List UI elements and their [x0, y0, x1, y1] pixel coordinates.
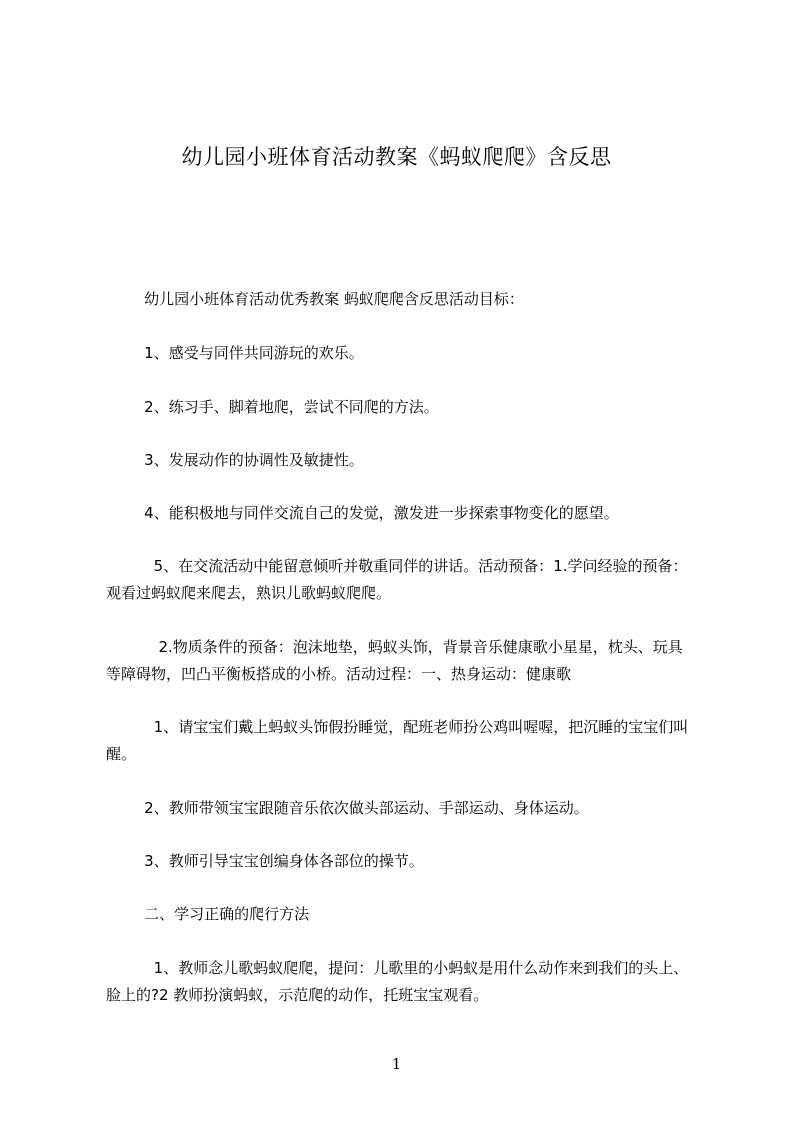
paragraph-line: 脸上的?2 教师扮演蚂蚁，示范爬的动作，托班宝宝观看。: [106, 986, 489, 1004]
paragraph-line: 2、练习手、脚着地爬，尝试不同爬的方法。: [106, 398, 439, 416]
paragraph-learn-1: [106, 955, 714, 982]
paragraph-materials: [106, 634, 714, 661]
paragraph-learn-1-cont: [106, 982, 714, 1009]
paragraph-line: 3、教师引导宝宝创编身体各部位的操节。: [106, 852, 424, 870]
paragraph-line: 1、请宝宝们戴上蚂蚁头饰假扮睡觉，配班老师扮公鸡叫喔喔，把沉睡的宝宝们叫: [106, 718, 689, 736]
paragraph-step-1-cont: [106, 741, 714, 768]
paragraph-intro: [106, 286, 714, 313]
paragraph-line: 2、教师带领宝宝跟随音乐依次做头部运动、手部运动、身体运动。: [106, 799, 589, 817]
page-number: 1: [391, 1055, 402, 1073]
paragraph-step-3: [106, 848, 714, 875]
paragraph-line: 1、教师念儿歌蚂蚁爬爬，提问：儿歌里的小蚂蚁是用什么动作来到我们的头上、: [106, 959, 689, 977]
paragraph-line: 3、发展动作的协调性及敏捷性。: [106, 451, 364, 469]
paragraph-line: 5、在交流活动中能留意倾听并敬重同伴的讲话。活动预备：1.学问经验的预备：: [106, 557, 688, 575]
paragraph-line: 二、学习正确的爬行方法: [106, 905, 310, 923]
paragraph-goal-5-cont: [106, 580, 714, 607]
paragraph-goal-1: [106, 340, 714, 367]
paragraph-line: 2.物质条件的预备：泡沫地垫，蚂蚁头饰，背景音乐健康歌小星星，枕头、玩具: [106, 638, 683, 656]
paragraph-line: 1、感受与同伴共同游玩的欢乐。: [106, 344, 364, 362]
paragraph-materials-cont: [106, 661, 714, 688]
paragraph-step-2: [106, 795, 714, 822]
paragraph-line: 4、能积极地与同伴交流自己的发觉，激发进一步探索事物变化的愿望。: [106, 504, 619, 522]
paragraph-line: 等障碍物，凹凸平衡板搭成的小桥。活动过程：一、热身运动：健康歌: [106, 665, 572, 683]
section-heading-2: [106, 901, 714, 928]
paragraph-goal-3: [106, 447, 714, 474]
paragraph-goal-4: [106, 500, 714, 527]
paragraph-step-1: [106, 714, 714, 741]
document-title: 幼儿园小班体育活动教案《蚂蚁爬爬》含反思: [181, 145, 612, 169]
paragraph-line: 观看过蚂蚁爬来爬去，熟识儿歌蚂蚁爬爬。: [106, 584, 392, 602]
paragraph-goal-5: [106, 553, 714, 580]
paragraph-line: 幼儿园小班体育活动优秀教案 蚂蚁爬爬含反思活动目标：: [106, 290, 524, 308]
paragraph-line: 醒。: [106, 745, 137, 763]
paragraph-goal-2: [106, 394, 714, 421]
